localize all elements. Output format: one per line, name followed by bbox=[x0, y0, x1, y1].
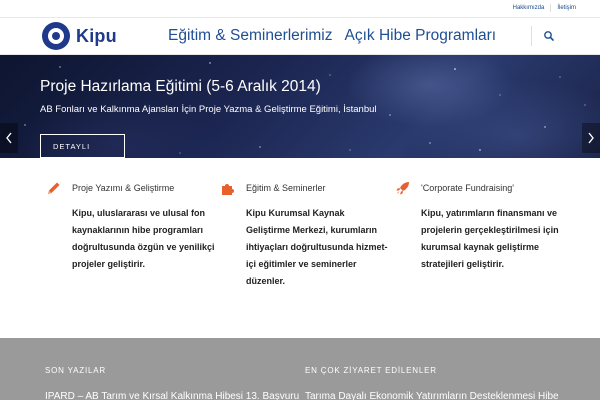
chevron-left-icon[interactable] bbox=[0, 123, 18, 153]
site-header bbox=[0, 18, 600, 55]
features-section bbox=[0, 158, 600, 338]
feature-title: Eğitim & Seminerler bbox=[246, 183, 326, 193]
feature-title: 'Corporate Fundraising' bbox=[421, 183, 514, 193]
rocket-icon bbox=[395, 180, 411, 196]
main-nav bbox=[168, 25, 508, 47]
nav-item-grants[interactable]: Açık Hibe Programları bbox=[344, 27, 497, 44]
details-button[interactable]: DETAYLI bbox=[40, 134, 125, 158]
hero-slider bbox=[0, 55, 600, 158]
top-links bbox=[507, 4, 582, 12]
feature-text: Kipu Kurumsal Kaynak Geliştirme Merkezi, kurumların ihtiyaçları doğrultusunda hizmet-içi eğitimler ve seminerler düzenler. bbox=[246, 208, 388, 286]
pencil-icon bbox=[46, 180, 62, 196]
logo-text: Kipu bbox=[76, 25, 117, 46]
logo[interactable] bbox=[42, 22, 117, 50]
nav-divider bbox=[531, 26, 532, 46]
top-link-about[interactable]: Hakkımızda bbox=[512, 5, 545, 11]
footer-title-popular: EN ÇOK ZİYARET EDİLENLER bbox=[305, 366, 437, 375]
nav-item-training[interactable]: Eğitim & Seminerlerimiz bbox=[168, 27, 333, 44]
feature-text: Kipu, yatırımların finansmanı ve projelerin gerçekleştirilmesi için kurumsal kaynak geliştirme stratejileri geliştirir. bbox=[421, 208, 559, 269]
footer-title-recent: SON YAZILAR bbox=[45, 366, 106, 375]
footer bbox=[0, 338, 600, 400]
feature-text: Kipu, uluslararası ve ulusal fon kaynaklarının hibe programları doğrultusunda özgün ve yenilikçi projeler geliştirir. bbox=[72, 208, 215, 269]
feature-fundraising bbox=[395, 180, 565, 273]
footer-link-recent[interactable]: IPARD – AB Tarım ve Kırsal Kalkınma Hibesi 13. Başvuru bbox=[45, 391, 300, 400]
feature-title: Proje Yazımı & Geliştirme bbox=[72, 183, 175, 193]
top-bar bbox=[0, 0, 600, 18]
chevron-right-icon[interactable] bbox=[582, 123, 600, 153]
search-icon[interactable] bbox=[541, 28, 557, 44]
hero-subtitle: AB Fonları ve Kalkınma Ajansları İçin Proje Yazma & Geliştirme Eğitimi, İstanbul bbox=[40, 104, 377, 115]
top-link-contact[interactable]: İletişim bbox=[550, 4, 582, 12]
feature-egitim bbox=[220, 180, 390, 290]
puzzle-icon bbox=[220, 180, 236, 196]
footer-link-popular[interactable]: Tarıma Dayalı Ekonomik Yatırımların Desteklenmesi Hibe bbox=[305, 391, 559, 400]
logo-icon bbox=[42, 22, 70, 50]
hero-title: Proje Hazırlama Eğitimi (5-6 Aralık 2014) bbox=[40, 78, 321, 95]
feature-proje-yazimi bbox=[46, 180, 216, 273]
